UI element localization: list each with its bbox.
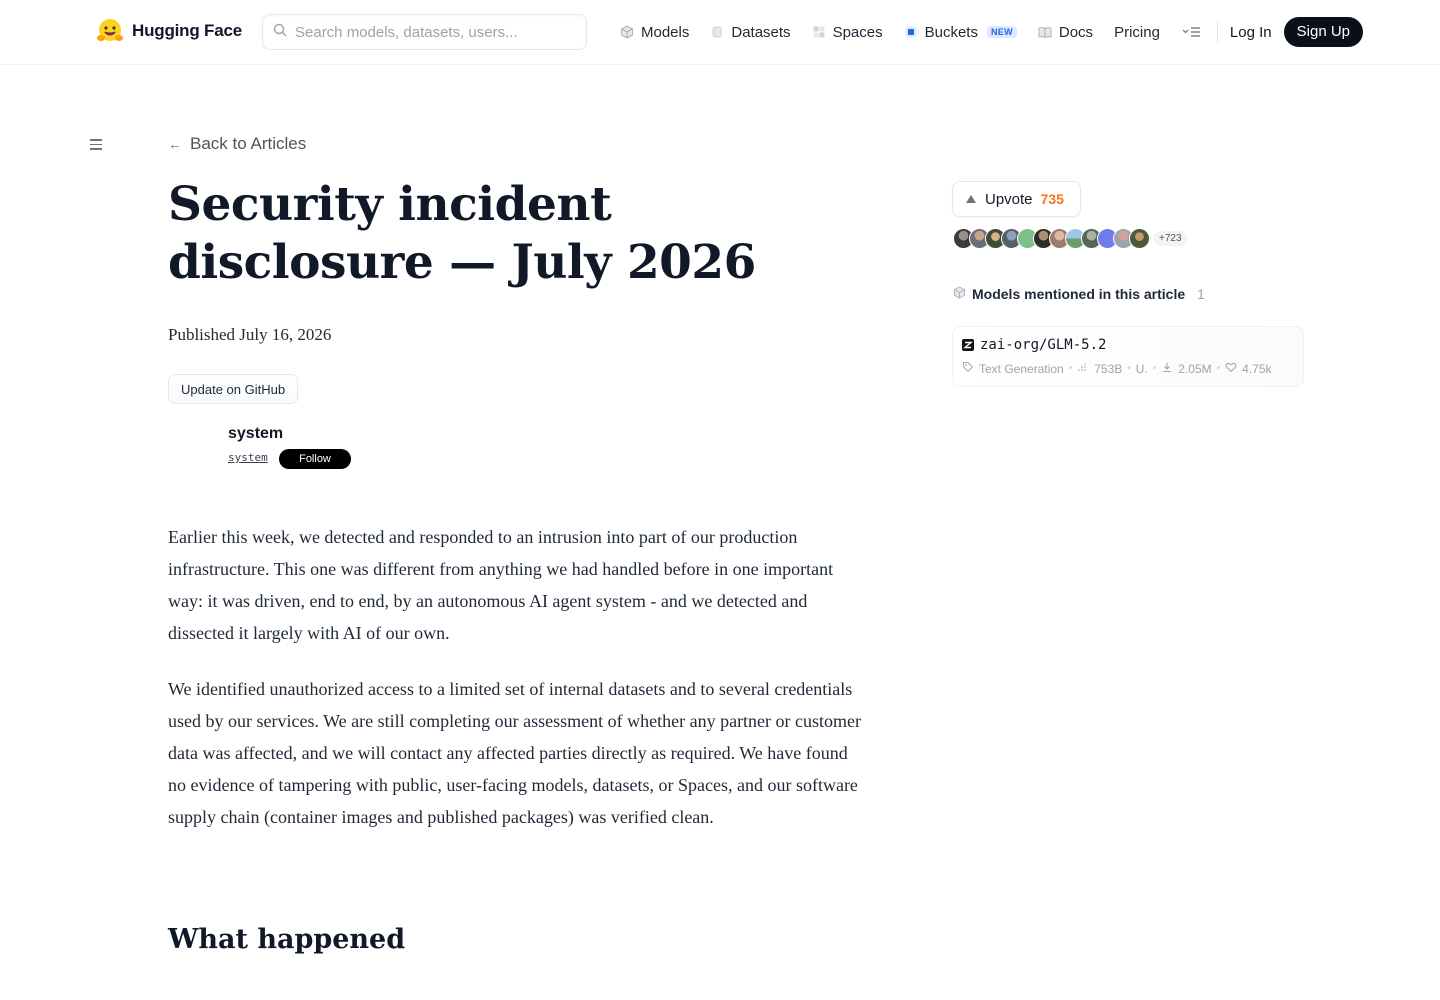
more-menu-icon[interactable] [1181, 24, 1203, 40]
section-heading: What happened [168, 924, 406, 955]
top-nav-bar [0, 0, 1440, 65]
cube-icon [620, 25, 634, 39]
nav-divider [1217, 21, 1218, 43]
article-paragraph: We identified unauthorized access to a limited set of internal datasets and to several credentials used by our services. We are still completing our assessment of whether any partner or customer data was affected, and we will contact any affected parties directly as required. We have found no evidence of tampering with public, user-facing models, datasets, or Spaces, and our software supply chain (container images and published packages) was verified clean. [168, 679, 862, 827]
separator-dot: • [1127, 363, 1131, 374]
nav-pricing[interactable] [1114, 24, 1160, 41]
zai-org-logo-icon [962, 339, 974, 351]
new-badge: NEW [987, 26, 1017, 38]
models-mentioned-heading [953, 286, 1205, 302]
download-icon [1161, 361, 1173, 376]
signup-button[interactable]: Sign Up [1284, 17, 1363, 47]
model-updated: U. [1135, 361, 1148, 376]
model-params: 753B [1094, 361, 1123, 376]
search-icon [273, 23, 287, 42]
author-handle-link[interactable]: system [228, 451, 268, 464]
models-count: 1 [1197, 286, 1205, 302]
author-avatar[interactable] [168, 424, 214, 470]
upvote-arrow-icon [966, 195, 976, 203]
author-name[interactable]: system [228, 425, 284, 442]
upvoter-avatars[interactable] [953, 228, 1187, 249]
model-metadata [962, 361, 1272, 376]
published-date: Published July 16, 2026 [168, 325, 332, 344]
nav-spaces-label: Spaces [832, 23, 883, 41]
separator-dot: • [1068, 363, 1073, 374]
separator-dot: • [1216, 363, 1221, 374]
nav-docs-label: Docs [1058, 23, 1094, 41]
search-box[interactable] [262, 14, 587, 50]
book-icon [1038, 25, 1052, 39]
model-downloads: 2.05M [1178, 361, 1212, 376]
models-heading-label: Models mentioned in this article [972, 286, 1186, 302]
upvote-count: 735 [1040, 191, 1064, 207]
follow-button[interactable]: Follow [279, 449, 351, 469]
back-label: Back to Articles [190, 134, 307, 153]
parameters-icon [1077, 361, 1089, 376]
table-of-contents-toggle-icon[interactable] [90, 139, 104, 151]
main-nav [620, 16, 1363, 48]
bucket-icon [904, 25, 918, 39]
upvote-label: Upvote [985, 190, 1033, 208]
more-upvoters-count[interactable]: +723 [1154, 231, 1187, 246]
update-on-github-button[interactable]: Update on GitHub [168, 374, 298, 404]
grid-icon [812, 25, 826, 39]
heart-icon [1225, 361, 1237, 376]
nav-models-label: Models [641, 23, 690, 41]
model-task: Text Generation [979, 361, 1064, 376]
login-link[interactable]: Log In [1229, 23, 1272, 41]
nav-buckets-label: Buckets [924, 23, 978, 41]
nav-buckets[interactable] [904, 24, 1017, 41]
nav-datasets-label: Datasets [731, 23, 791, 41]
arrow-left-icon: ← [168, 136, 182, 152]
model-likes: 4.75k [1242, 361, 1272, 376]
model-card[interactable] [952, 326, 1304, 387]
model-name: zai-org/GLM-5.2 [980, 337, 1107, 353]
nav-pricing-label: Pricing [1114, 23, 1160, 41]
search-input[interactable] [295, 24, 575, 41]
back-to-articles-link[interactable] [168, 134, 306, 154]
upvoter-avatar [1129, 228, 1150, 249]
nav-spaces[interactable] [812, 24, 883, 41]
brand-name: Hugging Face [132, 21, 242, 40]
model-title[interactable] [962, 337, 1106, 353]
database-icon [710, 25, 724, 39]
nav-datasets[interactable] [710, 24, 790, 41]
upvote-button[interactable] [952, 181, 1081, 217]
nav-docs[interactable] [1038, 24, 1093, 41]
separator-dot: • [1152, 363, 1157, 374]
cube-icon [953, 286, 966, 302]
hugging-face-icon [96, 17, 124, 45]
nav-models[interactable] [620, 24, 689, 41]
tag-icon [962, 361, 974, 376]
brand-logo-link[interactable] [96, 17, 242, 45]
article-paragraph: Earlier this week, we detected and responded to an intrusion into part of our production infrastructure. This one was different from anything we had handled before in one important way: it was driven, end to end, by an autonomous AI agent system - and we detected and dissected it largely with AI of our own. [168, 527, 834, 643]
article-title: Security incident disclosure — July 2026 [168, 177, 756, 290]
